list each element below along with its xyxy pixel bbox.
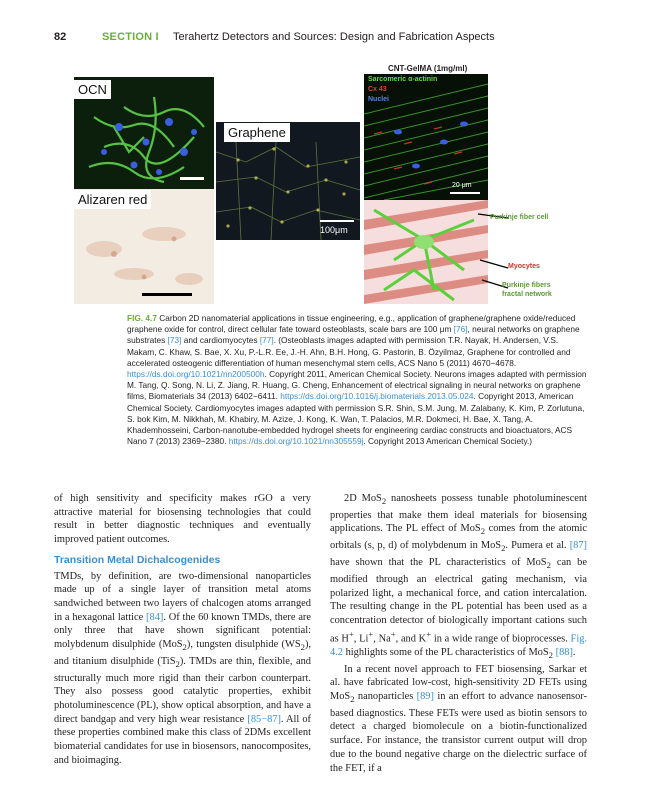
caption-ref[interactable]: [76] xyxy=(453,324,468,335)
page-number: 82 xyxy=(54,31,67,43)
citation[interactable]: [89] xyxy=(416,691,434,702)
text-run: , Na xyxy=(373,633,391,645)
stain-sarcomeric: Sarcomeric α-actinin xyxy=(368,76,438,83)
cnt-scale-bar xyxy=(450,192,480,194)
text-run: In a recent novel approach to FET biosensing, Sarkar et al. have fabricated low-cost, high-sensitivity 2D FETs using MoS xyxy=(330,663,587,702)
text-run: . Of the 60 known TMDs, there are only three that have shown significant potential: molybdenum disulphide (MoS xyxy=(54,611,311,651)
alizarin-scale-bar xyxy=(142,293,192,296)
superscript: + xyxy=(348,628,354,639)
subscript: 2 xyxy=(548,649,553,660)
caption-text: and cardiomyocytes xyxy=(181,335,260,346)
superscript: + xyxy=(426,628,432,639)
doi-link[interactable]: https://ds.doi.org/10.1021/nn305559j xyxy=(228,436,364,447)
text-run: have shown that the PL characteristics of MoS xyxy=(330,557,547,569)
text-run: nanosheets possess tunable photoluminescent properties that make them ideal materials for biosensing applications. The PL effect of MoS xyxy=(330,493,587,535)
chapter-title: Terahertz Detectors and Sources: Design and Fabrication Aspects xyxy=(173,31,495,43)
caption-text: , neural networks on graphene substrates xyxy=(127,324,580,346)
subscript: 2 xyxy=(501,543,506,554)
right-column xyxy=(330,492,587,775)
caption-text: Carbon 2D nanomaterial applications in tissue engineering, e.g., application of graphene/graphene oxide/reduced graphene oxide for control, direct cellular fate toward osteoblasts, scale bars are 100 μm xyxy=(127,313,576,335)
stain-nuclei: Nuclei xyxy=(368,96,390,103)
subscript: 2 xyxy=(175,658,180,669)
superscript: + xyxy=(390,628,396,639)
graphene-panel xyxy=(216,122,360,240)
text-run: ), and titanium disulphide (TiS xyxy=(54,639,311,667)
text-run: in an effort to advance nanosensor-based diagnostics. These FETs were used as biotin sensors to detect a charged biomolecule on a biotin-functionalized surface. For instance, the transistor current output will drop due to the bound negative charge on the dielectric surface of the FET, if a xyxy=(330,691,587,774)
paragraph: 2D MoS$_2$ nanosheets possess tunable photoluminescent properties that make them ideal materials for biosensing applications. The PL effect of MoS$_2$ comes from the atomic orbitals (s, p, d) of molybdenum in MoS$_2$. Pumera et al. [87] have shown that the PL characteristics of MoS$_2$ can be modified through an electrical gating mechanism, via polarized light, a mechanical force, and cation intercalation. The resulting change in the PL potential has been used as a concentration detector of biologically important cations such as H+, Li+, Na+, and K+ in a wide range of bioprocesses. Fig. 4.2 highlights some of the PL characteristics of MoS$_2$ [88]. xyxy=(330,493,588,660)
alizarin-label: Alizaren red xyxy=(74,190,151,209)
stain-cx43: Cx 43 xyxy=(368,86,387,93)
text-run: comes from the atomic orbitals (s, p, d) of molybdenum in MoS xyxy=(330,523,587,552)
citation[interactable]: [84] xyxy=(146,611,164,623)
subscript: 2 xyxy=(480,526,486,537)
graphene-scale-text: 100μm xyxy=(320,225,348,235)
citation[interactable]: [85−87] xyxy=(247,713,281,725)
citation[interactable]: [87] xyxy=(569,540,588,552)
text-run: can be modified through an electrical gating mechanism, via polarized light, a mechanical force, and cation intercalation. The resulting change in the PL potential has been used as a concentration detector of biologically important cations such as H xyxy=(330,557,587,645)
paragraph xyxy=(330,663,587,776)
caption-ref[interactable]: [73] xyxy=(167,335,182,346)
figure-caption xyxy=(127,313,589,447)
text-run: ). TMDs are thin, flexible, and structurally much more rigid than their carbon counterpart. They also possess good catalytic properties, exhibit photoluminescence (PL), show optical absorption, and have a direct bandgap and very high wear resistance xyxy=(54,655,311,725)
text-run: . Pumera et al. xyxy=(505,540,570,552)
figure-link[interactable]: Fig. 4.2 xyxy=(330,633,588,658)
paragraph: of high sensitivity and specificity makes rGO a very attractive material for biosensing technologies that could result in better diagnostic techniques and eventually improved patient outcomes. xyxy=(54,493,311,546)
text-run: , and K xyxy=(395,633,427,645)
subscript: 2 xyxy=(182,642,187,653)
caption-text: . Copyright 2011, American Chemical Society. Neurons images adapted with permission M. Tang, Q. Song, N. Li, Z. Jiang, R. Huang, G. Cheng, Enhancement of electrical signaling in neural networks on graphene films, Biomaterials 34 (2013) 6402−6411. xyxy=(127,369,587,402)
caption-ref[interactable]: [77] xyxy=(259,335,274,346)
caption-text: . Copyright 2013, American Chemical Society. Cardiomyocytes images adapted with permission S.R. Shin, S.M. Jung, M. Zalabany, K. Kim, P. Zorlutuna, S. bok Kim, M. Nikkhah, M. Khabiry, M. Azize, J. Kong, K. Wan, T. Palacios, M.R. Dokmeci, H. Bae, X. Tang, A. Khademhosseini, Carbon-nanotube-embedded hydrogel sheets for engineering cardiac constructs and bioactuators, ACS Nano 7 (2013) 2369−2380. xyxy=(127,391,585,447)
cnt-scale-text: 20 μm xyxy=(452,182,472,189)
superscript: + xyxy=(368,628,374,639)
ocn-panel xyxy=(74,77,214,189)
label-myocytes: Myocytes xyxy=(508,263,540,270)
cnt-panel xyxy=(364,74,488,200)
subscript: 2 xyxy=(381,496,387,507)
ocn-scale-bar xyxy=(180,177,204,180)
text-run: TMDs, by definition, are two-dimensional nanoparticles made up of a single layer of transition metal atoms sandwiched between two layers of chalcogen atoms arranged in a hexagonal lattice xyxy=(54,570,311,623)
doi-link[interactable]: https://ds.doi.org/10.1021/nn200500h xyxy=(127,369,265,380)
text-run: 2D MoS xyxy=(344,493,382,504)
cnt-title: CNT-GelMA (1mg/ml) xyxy=(388,64,468,73)
caption-text: . Copyright 2013 American Chemical Society.) xyxy=(363,436,533,447)
label-purkinje-network-1: Purkinje fibers xyxy=(502,282,551,289)
paragraph xyxy=(54,570,311,768)
section-heading: Transition Metal Dichalcogenides xyxy=(54,553,221,566)
label-purkinje-fiber-cell: Purkinje fiber cell xyxy=(490,214,549,221)
text-run: , Li xyxy=(353,633,369,645)
alizarin-panel xyxy=(74,189,214,304)
section-label: SECTION I xyxy=(102,31,159,43)
text-run: ), tungsten disulphide (WS xyxy=(186,639,301,651)
subscript: 2 xyxy=(546,560,551,571)
subscript: 2 xyxy=(350,694,355,705)
citation[interactable]: [88] xyxy=(555,646,573,658)
running-header xyxy=(54,31,594,47)
left-column xyxy=(54,492,311,768)
ocn-label: OCN xyxy=(74,80,111,99)
subscript: 2 xyxy=(300,642,305,653)
text-run: in a wide range of bioprocesses. xyxy=(431,633,571,645)
graphene-scale-bar xyxy=(320,220,354,222)
figure-number: FIG. 4.7 xyxy=(127,313,157,323)
graphene-label: Graphene xyxy=(224,123,290,142)
caption-text: . (Osteoblasts images adapted with permission T.R. Nayak, H. Andersen, V.S. Makam, C. Khaw, S. Bae, X. Xu, P.-L.R. Ee, J.-H. Ahn, B.H. Hong, G. Pastorin, B. Özyilmaz, Graphene for controlled and accelerated osteogenic differentiation of human mesenchymal stem cells, ACS Nano 5 (2011) 4670−4678. xyxy=(127,335,571,368)
text-run: highlights some of the PL characteristics of MoS xyxy=(343,646,549,658)
doi-link[interactable]: https://ds.doi.org/10.1016/j.biomaterials.2013.05.024 xyxy=(280,391,474,402)
text-run: nanoparticles xyxy=(354,691,417,702)
text-run: . All of these properties combined make this class of 2DMs excellent biomaterial candidates for use in biosensors, nanocomposites, and bioimaging. xyxy=(54,713,311,766)
label-purkinje-network-2: fractal network xyxy=(502,291,552,298)
